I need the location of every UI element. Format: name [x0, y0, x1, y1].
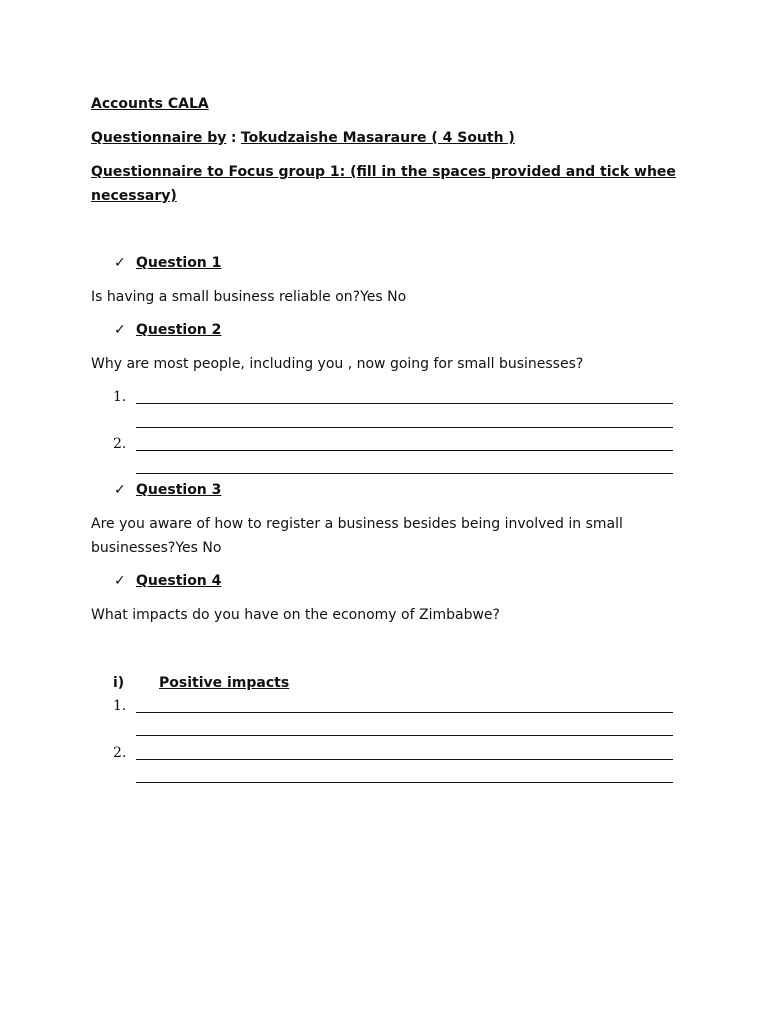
by-label: Questionnaire by [91, 130, 227, 146]
document-title: Accounts CALA [91, 96, 209, 112]
question-3-text-line-1: Are you aware of how to register a business besides being involved in small [91, 516, 623, 532]
impact-1-line-2[interactable] [136, 735, 673, 736]
question-1-heading: Question 1 [136, 255, 222, 271]
answer-number: 2. [113, 436, 127, 452]
focus-group-instruction-line-1: Questionnaire to Focus group 1: (fill in the spaces provided and tick whee [91, 164, 676, 180]
question-3-text-line-2: businesses?Yes No [91, 540, 222, 556]
answer-number: 2. [113, 745, 127, 761]
answer-1-line-2[interactable] [136, 427, 673, 428]
check-icon: ✓ [114, 482, 126, 498]
focus-group-instruction-line-2: necessary) [91, 188, 177, 204]
answer-number: 1. [113, 698, 127, 714]
impact-2-line-2[interactable] [136, 782, 673, 783]
by-colon: : [230, 130, 237, 146]
question-2-text: Why are most people, including you , now going for small businesses? [91, 356, 584, 372]
answer-2-line-1[interactable] [136, 450, 673, 451]
question-4-text: What impacts do you have on the economy of Zimbabwe? [91, 607, 500, 623]
question-1-text: Is having a small business reliable on?Yes No [91, 289, 407, 305]
answer-number: 1. [113, 389, 127, 405]
positive-impacts-heading: Positive impacts [159, 675, 290, 691]
check-icon: ✓ [114, 255, 126, 271]
author-line [91, 129, 515, 147]
impact-2-line-1[interactable] [136, 759, 673, 760]
question-4-heading: Question 4 [136, 573, 222, 589]
author-name: Tokudzaishe Masaraure ( 4 South ) [240, 130, 515, 146]
question-2-heading: Question 2 [136, 322, 222, 338]
check-icon: ✓ [114, 573, 126, 589]
check-icon: ✓ [114, 322, 126, 338]
answer-1-line-1[interactable] [136, 403, 673, 404]
impact-1-line-1[interactable] [136, 712, 673, 713]
question-3-heading: Question 3 [136, 482, 222, 498]
sub-section-marker: i) [113, 675, 125, 691]
answer-2-line-2[interactable] [136, 473, 673, 474]
